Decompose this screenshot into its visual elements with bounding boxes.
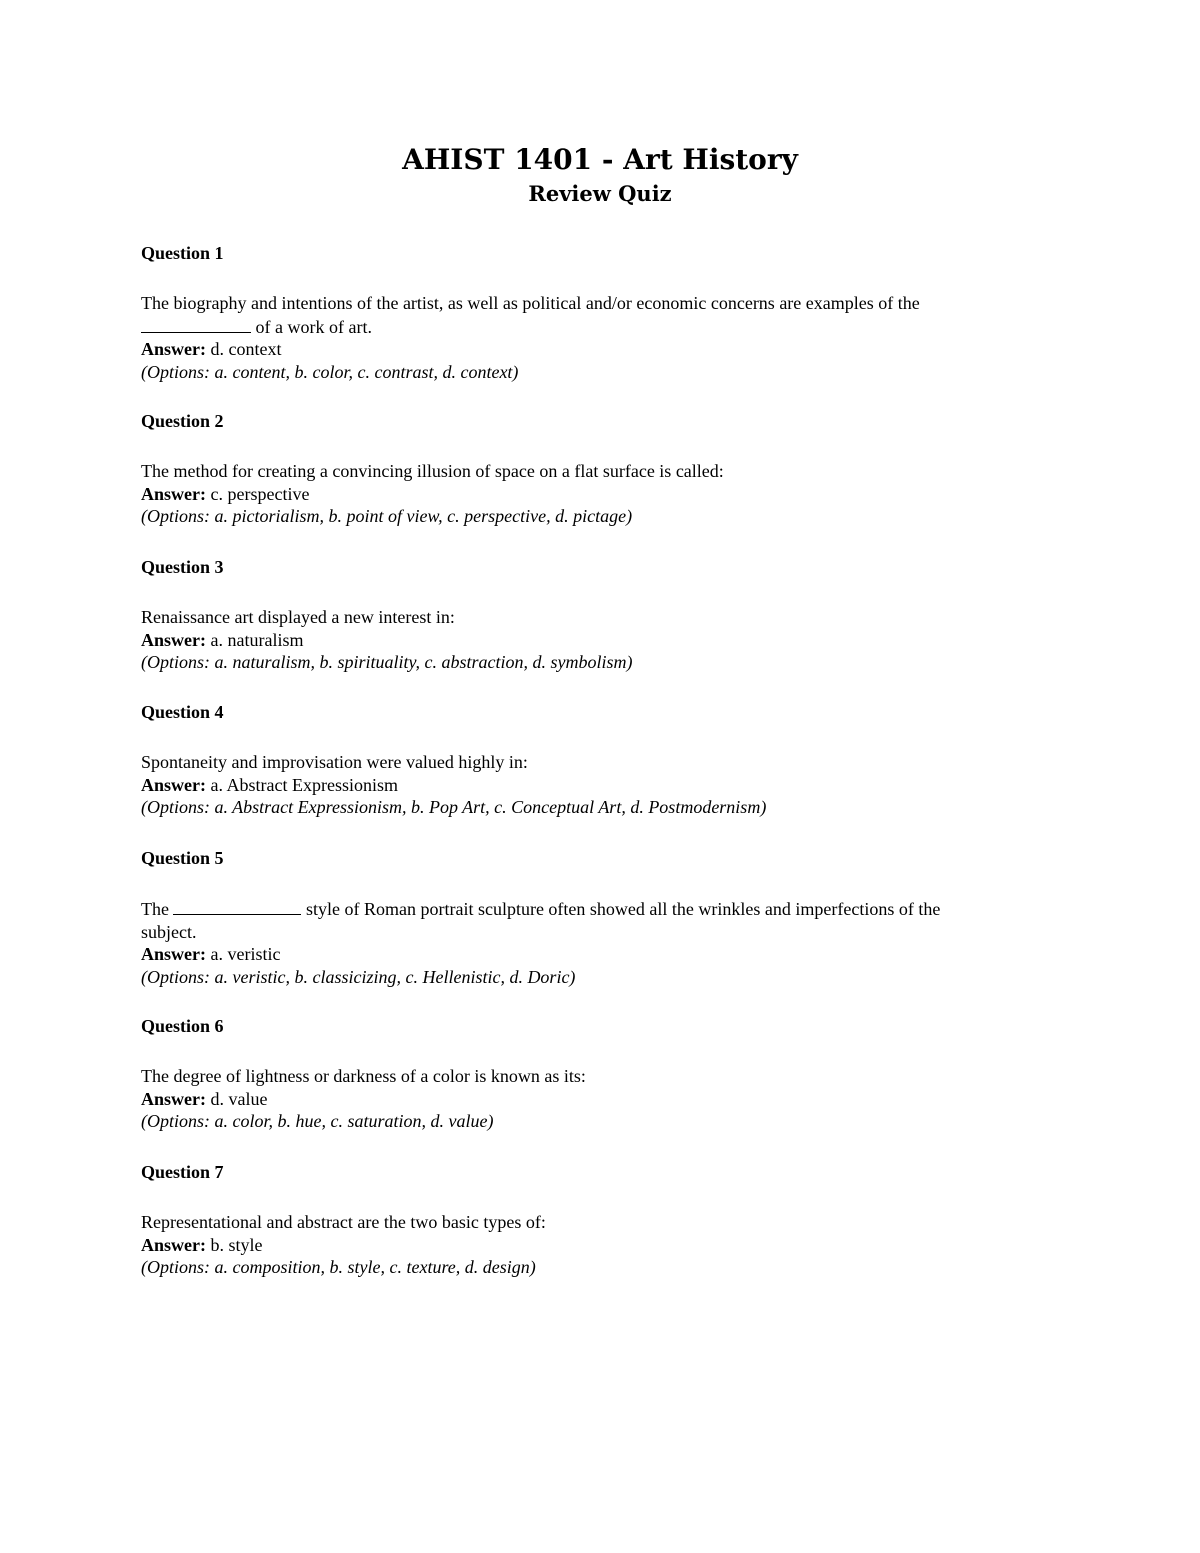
question-body (141, 460, 1021, 528)
question-text: Renaissance art displayed a new interest in: (141, 607, 455, 627)
answer-line (141, 338, 1021, 361)
answer-blank (173, 897, 301, 915)
answer-line (141, 1234, 1021, 1257)
answer-label: Answer: (141, 1234, 206, 1255)
question-heading: Question 7 (141, 1162, 224, 1182)
answer-label: Answer: (141, 944, 206, 965)
question-body (141, 897, 1021, 989)
question-text: The method for creating a convincing illusion of space on a flat surface is called: (141, 461, 724, 481)
question-heading: Question 5 (141, 848, 224, 868)
answer-value: d. value (210, 1088, 268, 1109)
answer-blank (141, 315, 251, 333)
question-heading: Question 1 (141, 243, 224, 263)
question-heading: Question 2 (141, 411, 224, 431)
question-heading: Question 6 (141, 1016, 224, 1036)
question-body (141, 1065, 1021, 1133)
question-body (141, 751, 1021, 819)
question-text-continued (141, 315, 1021, 339)
answer-line (141, 943, 1021, 966)
answer-label: Answer: (141, 339, 206, 360)
options-list: (Options: a. color, b. hue, c. saturation, d. value) (141, 1111, 494, 1132)
options-list: (Options: a. content, b. color, c. contrast, d. context) (141, 362, 519, 383)
answer-value: a. naturalism (210, 629, 304, 650)
answer-label: Answer: (141, 483, 206, 504)
answer-line (141, 1088, 1021, 1111)
question-text: The degree of lightness or darkness of a color is known as its: (141, 1066, 586, 1086)
question-text-continued: subject. (141, 921, 197, 942)
answer-value: c. perspective (210, 483, 310, 504)
question-text: The biography and intentions of the artist, as well as political and/or economic concerns are examples of the (141, 293, 920, 313)
answer-line (141, 483, 1021, 506)
question-text-head: The (141, 899, 169, 919)
question-body (141, 606, 1021, 674)
question-text-tail: of a work of art. (255, 316, 372, 337)
question-heading: Question 3 (141, 557, 224, 577)
answer-value: b. style (210, 1234, 263, 1255)
question-body (141, 292, 1021, 384)
answer-label: Answer: (141, 774, 206, 795)
options-list: (Options: a. veristic, b. classicizing, c. Hellenistic, d. Doric) (141, 967, 576, 988)
page-subtitle: Review Quiz (528, 181, 672, 206)
question-body (141, 1211, 1021, 1279)
question-heading: Question 4 (141, 702, 224, 722)
answer-label: Answer: (141, 1088, 206, 1109)
options-list: (Options: a. Abstract Expressionism, b. Pop Art, c. Conceptual Art, d. Postmodernism) (141, 797, 767, 818)
options-list: (Options: a. composition, b. style, c. texture, d. design) (141, 1257, 536, 1278)
question-text (141, 897, 1021, 921)
options-list: (Options: a. naturalism, b. spirituality, c. abstraction, d. symbolism) (141, 652, 633, 673)
answer-value: a. veristic (210, 944, 281, 965)
answer-value: d. context (210, 339, 282, 360)
question-text-mid: style of Roman portrait sculpture often showed all the wrinkles and imperfections of the (305, 899, 941, 919)
options-list: (Options: a. pictorialism, b. point of view, c. perspective, d. pictage) (141, 506, 633, 527)
answer-value: a. Abstract Expressionism (210, 774, 398, 795)
page-title: AHIST 1401 - Art History (402, 143, 798, 176)
question-text: Spontaneity and improvisation were valued highly in: (141, 752, 528, 772)
question-text: Representational and abstract are the two basic types of: (141, 1212, 546, 1232)
answer-line (141, 629, 1021, 652)
answer-line (141, 774, 1021, 797)
answer-label: Answer: (141, 629, 206, 650)
